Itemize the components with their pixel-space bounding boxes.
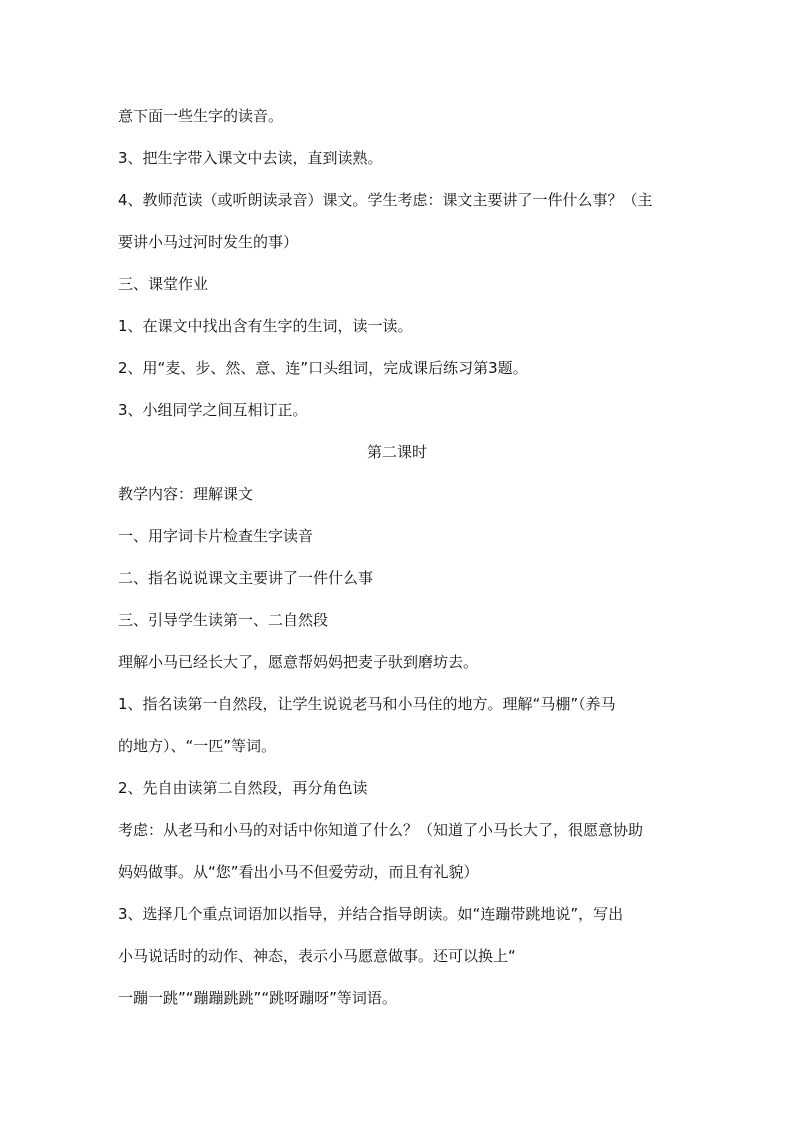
text-line: 3、把生字带入课文中去读，直到读熟。 — [118, 149, 383, 167]
text-line: 1、指名读第一自然段，让学生说说老马和小马住的地方。理解“马棚”（养马 — [118, 695, 616, 713]
section-heading: 三、引导学生读第一、二自然段 — [118, 611, 329, 629]
text-line: 3、小组同学之间互相订正。 — [118, 401, 308, 419]
text-line: 妈妈做事。从“您”看出小马不但爱劳动，而且有礼貌） — [118, 863, 479, 881]
section-heading: 三、课堂作业 — [118, 275, 209, 293]
section-heading: 二、指名说说课文主要讲了一件什么事 — [118, 569, 374, 587]
text-line: 要讲小马过河时发生的事） — [118, 233, 299, 251]
text-line: 2、先自由读第二自然段，再分角色读 — [118, 779, 368, 797]
text-line: 的地方）、“一匹”等词。 — [118, 737, 277, 755]
text-line: 理解小马已经长大了，愿意帮妈妈把麦子驮到磨坊去。 — [118, 653, 479, 671]
text-line: 1、在课文中找出含有生字的生词，读一读。 — [118, 317, 413, 335]
text-line: 教学内容：理解课文 — [118, 485, 254, 503]
text-line: 小马说话时的动作、神态，表示小马愿意做事。还可以换上“ — [118, 947, 516, 965]
text-line: 3、选择几个重点词语加以指导，并结合指导朗读。如“连蹦带跳地说”，写出 — [118, 905, 624, 923]
lesson-title: 第二课时 — [366, 443, 427, 461]
text-line: 2、用“麦、步、然、意、连”口头组词，完成课后练习第3题。 — [118, 359, 528, 377]
text-line: 意下面一些生字的读音。 — [118, 107, 284, 125]
text-line: 考虑：从老马和小马的对话中你知道了什么？（知道了小马长大了，很愿意协助 — [118, 821, 644, 839]
text-line: 一蹦一跳”“蹦蹦跳跳”“跳呀蹦呀”等词语。 — [118, 989, 397, 1007]
text-line: 4、教师范读（或听朗读录音）课文。学生考虑：课文主要讲了一件什么事？（主 — [118, 191, 653, 209]
section-heading: 一、用字词卡片检查生字读音 — [118, 527, 314, 545]
